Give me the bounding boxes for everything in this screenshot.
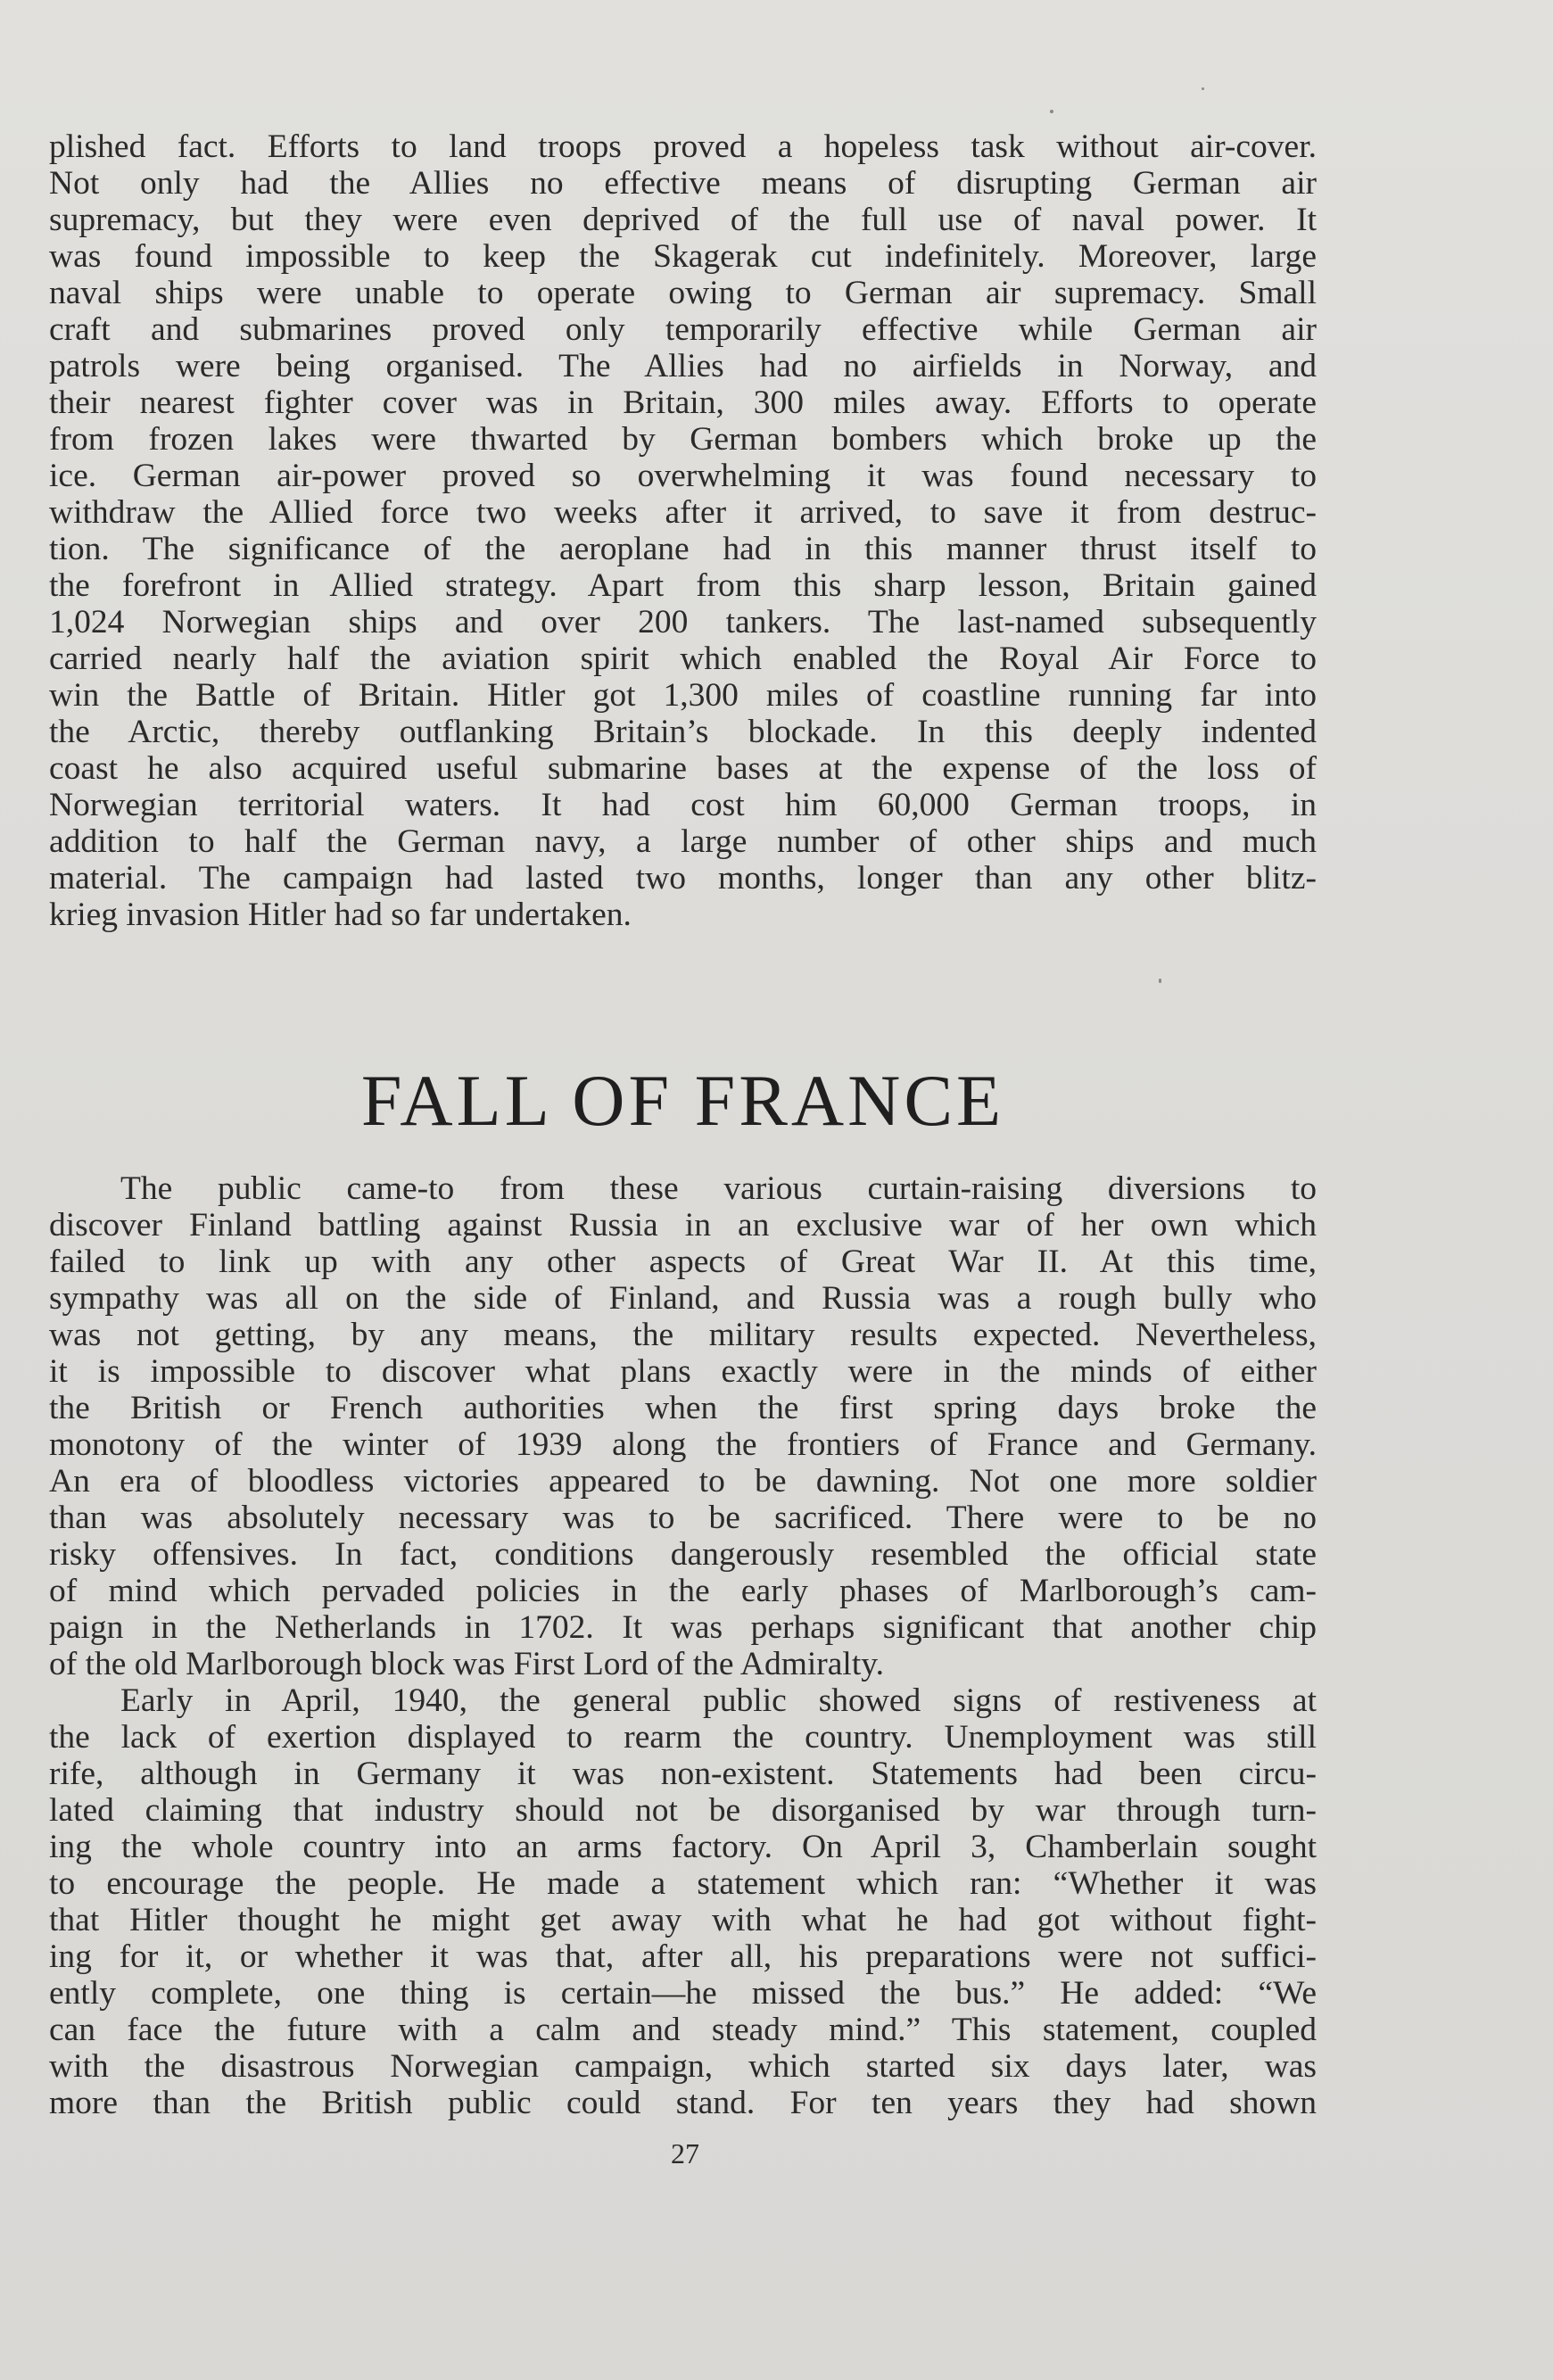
text-line: paign in the Netherlands in 1702. It was perhaps significant that another chip (49, 1609, 1317, 1646)
text-line: material. The campaign had lasted two months, longer than any other blitz- (49, 860, 1317, 897)
fall-of-france-text (49, 1170, 1317, 2121)
text-line: ice. German air-power proved so overwhelming it was found necessary to (49, 458, 1317, 494)
text-line: can face the future with a calm and steady mind.” This statement, coupled (49, 2012, 1317, 2048)
norway-campaign-paragraph (49, 128, 1317, 933)
text-line: tion. The significance of the aeroplane had in this manner thrust itself to (49, 531, 1317, 567)
paper-speck (1202, 87, 1204, 90)
paragraph-finland (49, 1170, 1317, 1682)
text-line: Norwegian territorial waters. It had cost him 60,000 German troops, in (49, 787, 1317, 823)
text-line: carried nearly half the aviation spirit which enabled the Royal Air Force to (49, 640, 1317, 677)
text-line: risky offensives. In fact, conditions dangerously resembled the official state (49, 1536, 1317, 1573)
paper-speck (1050, 110, 1053, 113)
text-line: discover Finland battling against Russia in an exclusive war of her own which (49, 1207, 1317, 1244)
text-line: withdraw the Allied force two weeks after it arrived, to save it from destruc- (49, 494, 1317, 531)
text-line: ing the whole country into an arms factory. On April 3, Chamberlain sought (49, 1829, 1317, 1865)
text-line: from frozen lakes were thwarted by German bombers which broke up the (49, 421, 1317, 458)
page-number: 27 (671, 2137, 699, 2169)
text-line: addition to half the German navy, a large number of other ships and much (49, 823, 1317, 860)
text-line: the Arctic, thereby outflanking Britain’s blockade. In this deeply indented (49, 714, 1317, 750)
text-line: the lack of exertion displayed to rearm the country. Unemployment was still (49, 1719, 1317, 1756)
text-line: Early in April, 1940, the general public showed signs of restiveness at (120, 1682, 1317, 1719)
text-line: more than the British public could stand. For ten years they had shown (49, 2085, 1317, 2121)
text-line: win the Battle of Britain. Hitler got 1,300 miles of coastline running far into (49, 677, 1317, 714)
text-line: the British or French authorities when the first spring days broke the (49, 1390, 1317, 1426)
text-line: An era of bloodless victories appeared to be dawning. Not one more soldier (49, 1463, 1317, 1500)
text-line: monotony of the winter of 1939 along the frontiers of France and Germany. (49, 1426, 1317, 1463)
text-line: 1,024 Norwegian ships and over 200 tankers. The last-named subsequently (49, 604, 1317, 640)
text-line: craft and submarines proved only temporarily effective while German air (49, 311, 1317, 348)
text-line: Not only had the Allies no effective means of disrupting German air (49, 165, 1317, 202)
text-line: rife, although in Germany it was non-existent. Statements had been circu- (49, 1756, 1317, 1792)
section-heading: FALL OF FRANCE (360, 1060, 1005, 1141)
text-line: with the disastrous Norwegian campaign, which started six days later, was (49, 2048, 1317, 2085)
text-line: was not getting, by any means, the military results expected. Nevertheless, (49, 1317, 1317, 1353)
text-line: plished fact. Efforts to land troops proved a hopeless task without air-cover. (49, 128, 1317, 165)
text-line: coast he also acquired useful submarine bases at the expense of the loss of (49, 750, 1317, 787)
text-line: krieg invasion Hitler had so far undertaken. (49, 897, 632, 933)
text-line: naval ships were unable to operate owing to German air supremacy. Small (49, 275, 1317, 311)
text-line: supremacy, but they were even deprived of the full use of naval power. It (49, 202, 1317, 238)
text-line: ing for it, or whether it was that, after all, his preparations were not suffici- (49, 1938, 1317, 1975)
text-line: was found impossible to keep the Skagerak cut indefinitely. Moreover, large (49, 238, 1317, 275)
paper-speck (1159, 979, 1161, 983)
text-line: patrols were being organised. The Allies had no airfields in Norway, and (49, 348, 1317, 384)
paragraph-april-1940 (49, 1682, 1317, 2121)
text-line: to encourage the people. He made a statement which ran: “Whether it was (49, 1865, 1317, 1902)
text-line: of mind which pervaded policies in the early phases of Marlborough’s cam- (49, 1573, 1317, 1609)
text-line: their nearest fighter cover was in Britain, 300 miles away. Efforts to operate (49, 384, 1317, 421)
text-line: The public came-to from these various curtain-raising diversions to (120, 1170, 1317, 1207)
text-line: than was absolutely necessary was to be sacrificed. There were to be no (49, 1500, 1317, 1536)
text-line: ently complete, one thing is certain—he missed the bus.” He added: “We (49, 1975, 1317, 2012)
text-line: that Hitler thought he might get away with what he had got without fight- (49, 1902, 1317, 1938)
text-line: of the old Marlborough block was First Lord of the Admiralty. (49, 1646, 884, 1682)
text-line: failed to link up with any other aspects of Great War II. At this time, (49, 1244, 1317, 1280)
text-line: sympathy was all on the side of Finland, and Russia was a rough bully who (49, 1280, 1317, 1317)
text-line: lated claiming that industry should not be disorganised by war through turn- (49, 1792, 1317, 1829)
text-line: it is impossible to discover what plans exactly were in the minds of either (49, 1353, 1317, 1390)
text-line: the forefront in Allied strategy. Apart from this sharp lesson, Britain gained (49, 567, 1317, 604)
